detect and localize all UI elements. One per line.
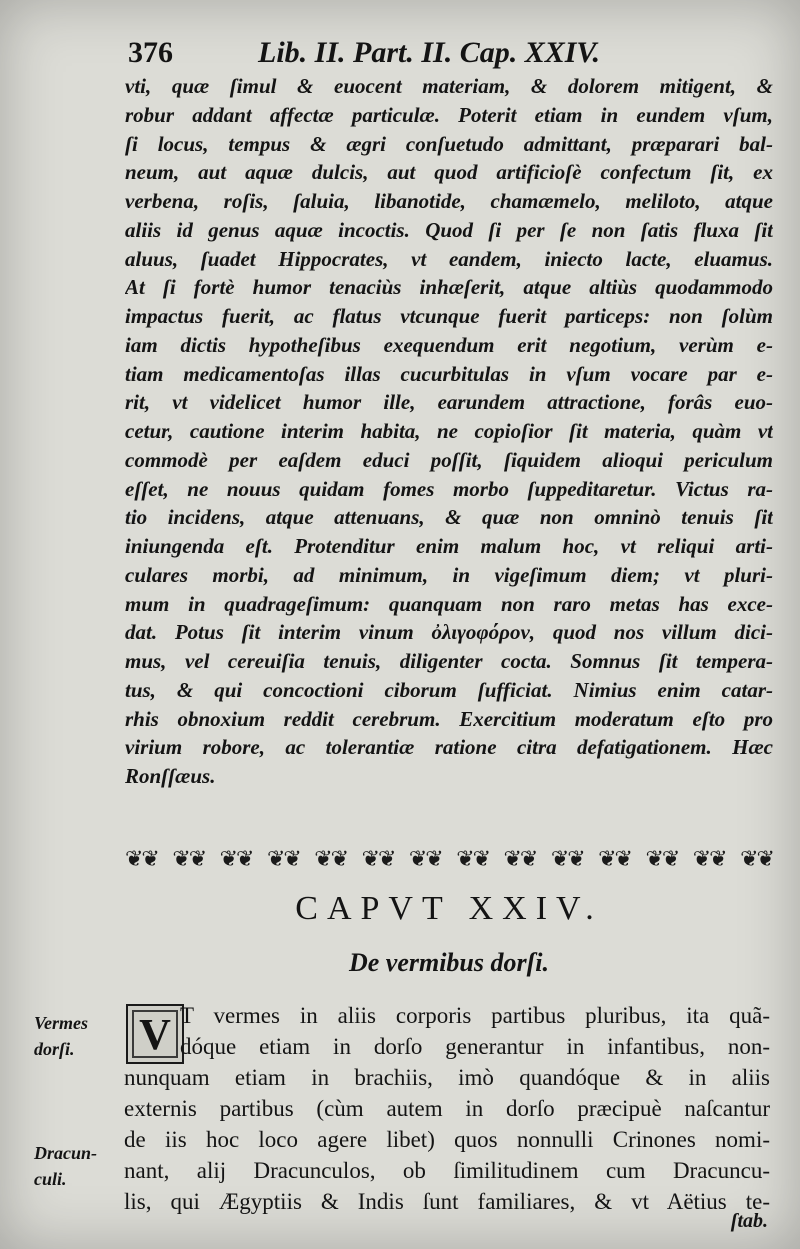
fleuron-icon: ❦❦ [740, 846, 773, 872]
text-line: tus, & qui concoctioni ciborum ſufficiat. Nimius enim catar- [125, 677, 773, 702]
text-line: rhis obnoxium reddit cerebrum. Exercitium moderatum eſto pro [125, 706, 773, 731]
fleuron-icon: ❦❦ [314, 846, 348, 872]
chapter-title: CAPVT XXIV. [295, 890, 603, 927]
fleuron-icon: ❦❦ [219, 846, 253, 872]
margin-note-line: Vermes [34, 1013, 88, 1033]
text-line: robur addant affectæ particulæ. Poterit etiam in eundem vſum, [125, 102, 773, 127]
text-line: commodè per eaſdem educi poſſit, ſiquidem alioqui periculum [125, 447, 773, 472]
text-line: impactus fuerit, ac flatus vtcunque fuerit particeps: non ſolùm [125, 304, 773, 328]
text-line: rit, vt videlicet humor ille, earundem attractione, forâs euo- [125, 390, 773, 415]
catchword: ſtab. [730, 1210, 768, 1232]
chapter-subtitle: De vermibus dorſi. [348, 948, 550, 977]
text-line: nunquam etiam in brachiis, imò quandóque & in aliis [124, 1065, 770, 1090]
text-line: cetur, cautione interim habita, ne copioſior ſit materia, quàm vt [125, 419, 773, 443]
text-line: tio incidens, atque attenuans, & quæ non omninò tenuis ſit [125, 505, 773, 530]
text-line: eſſet, ne nouus quidam fomes morbo ſuppeditaretur. Victus ra- [125, 476, 773, 501]
margin-note-line: culi. [34, 1169, 67, 1189]
text-line: aluus, ſuadet Hippocrates, vt eandem, iniecto lacte, eluamus. [125, 246, 773, 271]
text-line: externis partibus (cùm autem in dorſo præcipuè naſcantur [124, 1096, 770, 1121]
margin-note-line: Dracun- [34, 1143, 98, 1163]
fleuron-icon: ❦❦ [125, 846, 158, 872]
text-line: tiam medicamentoſas illas cucurbitulas in vſum vocare par e- [125, 361, 773, 386]
text-line: Ronſſæus. [125, 764, 216, 788]
roman-paragraph [124, 1000, 770, 1217]
drop-cap: V [126, 1004, 184, 1064]
running-header [128, 36, 773, 74]
text-line: verbena, roſis, ſaluia, libanotide, chamæmelo, meliloto, atque [125, 189, 773, 213]
text-line: neum, aut aquæ dulcis, aut quod artificioſè confectum ſit, ex [125, 160, 773, 185]
text-line: culares morbi, ad minimum, in vigeſimum diem; vt pluri- [125, 562, 773, 587]
text-line: aliis id genus aquæ incoctis. Quod ſi per ſe non ſatis fluxa ſit [125, 217, 773, 242]
text-line: At ſi fortè humor tenaciùs inhæſerit, atque altiùs quodammodo [125, 275, 773, 300]
margin-note-vermes [34, 1010, 116, 1062]
margin-note-dracunculi [34, 1140, 116, 1192]
italic-paragraph [125, 72, 773, 791]
fleuron-icon: ❦❦ [266, 846, 300, 872]
ornamental-divider [125, 844, 773, 874]
text-line: dat. Potus ſit interim vinum ὀλιγοφόρον, quod nos villum dici- [125, 620, 773, 645]
text-line: iam dictis hypotheſibus exequendum erit negotium, verùm e- [125, 332, 773, 357]
text-line: T vermes in aliis corporis partibus pluribus, ita quã- [180, 1003, 770, 1028]
fleuron-icon: ❦❦ [172, 846, 206, 872]
text-line: nant, alij Dracunculos, ob ſimilitudinem cum Dracuncu- [124, 1158, 770, 1183]
text-line: lis, qui Ægyptiis & Indis ſunt familiares, & vt Aëtius te- [124, 1189, 770, 1214]
text-line: iniungenda eſt. Protenditur enim malum hoc, vt reliqui arti- [125, 534, 773, 558]
fleuron-icon: ❦❦ [503, 846, 537, 872]
margin-note-line: dorſi. [34, 1039, 75, 1059]
fleuron-icon: ❦❦ [598, 846, 631, 872]
page-number: 376 [128, 36, 173, 69]
fleuron-icon: ❦❦ [550, 846, 584, 872]
fleuron-icon: ❦❦ [456, 846, 490, 872]
text-line: ſi locus, tempus & ægri conſuetudo admittant, præparari bal- [125, 131, 773, 156]
fleuron-icon: ❦❦ [408, 846, 442, 872]
text-line: dóque etiam in dorſo generantur in infantibus, non- [180, 1034, 770, 1059]
running-title: Lib. II. Part. II. Cap. XXIV. [258, 36, 601, 69]
text-line: mus, vel cereuiſia tenuis, diligenter cocta. Somnus ſit tempera- [125, 649, 773, 673]
text-line: vti, quæ ſimul & euocent materiam, & dolorem mitigent, & [125, 74, 773, 98]
fleuron-icon: ❦❦ [361, 846, 395, 872]
fleuron-icon: ❦❦ [692, 846, 726, 872]
fleuron-icon: ❦❦ [645, 846, 679, 872]
text-line: de iis hoc loco agere libet) quos nonnulli Crinones nomi- [124, 1127, 770, 1152]
text-line: mum in quadrageſimum: quanquam non raro metas has exce- [125, 591, 773, 616]
text-line: virium robore, ac tolerantiæ ratione citra defatigationem. Hæc [125, 735, 773, 760]
